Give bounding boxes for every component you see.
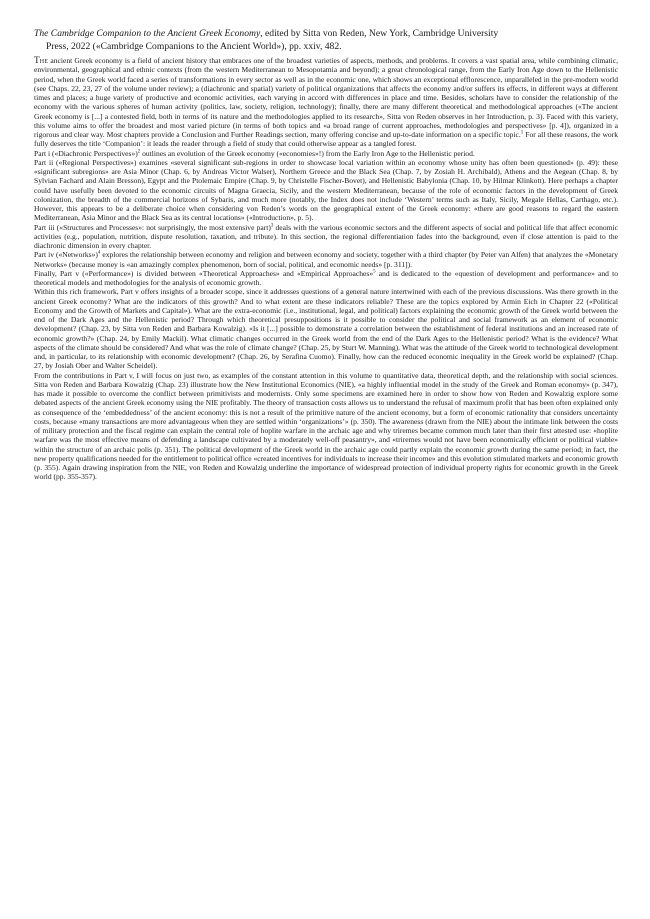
book-title: The Cambridge Companion to the Ancient Greek Economy: [34, 28, 261, 39]
paragraph-text: Part iii («Structures and Processes»: not surprisingly, the most extensive part): [34, 222, 271, 232]
paragraph-part-5-questions: [34, 287, 618, 370]
paragraph-tail: outlines an evolution of the Greek economy («economies»!) from the Early Iron Age to the Hellenistic period.: [140, 148, 475, 158]
paragraph-lead-word: The: [34, 55, 49, 66]
paragraph-introduction: [34, 56, 618, 149]
paragraph-tail: and is dedicated to the «question of development and performance» and to theoretical models and methodologies for the analysis of economic growth.: [34, 268, 618, 288]
paragraph-part-2: [34, 158, 618, 223]
paragraph-text: Part ii («Regional Perspectives») examines «several significant sub-regions in order to showcase local variation within an economy whose unity has often been questioned» (p. 49): these «significant subregions» are Asia Minor (Chap. 6, by Andreas Victor Walser), Northern Greece and the Black Sea (Chap. 7, by Zosiah H. Archibald), Athens and the Aegean (Chap. 8, by Sylvian Fachard and Alain Bresson), Egypt and the Ptolemaic Empire (Chap. 9, by Christelle Fischer-Bovet), and Hellenistic Babylonia (Chap. 10, by Hilmar Klinkott). Here perhaps a chapter could have usefully been devoted to the economic circuits of Magna Graecia, Sicily, and the western Mediterranean, because of the role of economic factors in the development of Greek colonization, the breadth of the commercial horizons of Sybaris, and much more (notably, the Index does not include ‘Western’ terms such as Italy, Sicily, Megale Hellas, Carthago, etc.). However, this appears to be a deliberate choice when considering von Reden’s words on the geographical extent of the Greek economy: «there are good reasons to regard the eastern Mediterranean, Asia Minor and the Black Sea as its central locations» («Introduction», p. 5).: [34, 157, 618, 223]
paragraph-part-1: [34, 149, 618, 158]
paragraph-text: Finally, Part v («Performance») is divided between «Theoretical Approaches» and «Empirical Approaches»: [34, 268, 374, 278]
footnote-marker: 4: [97, 250, 101, 256]
paragraph-text: From the contributions in Part v, I will focus on just two, as examples of the constant attention in this volume to quantitative data, theoretical depth, and the relationship with social sciences. Sitta von Reden and Barbara Kowalzig (Chap. 23) illustrate how the New Institutional Economics (NIE), «a highly influential model in the study of the Greek and Roman economy» (p. 347), has made it possible to overcome the conflict between primitivists and modernists. Only some specimens are examined here in order to show how von Reden and Kowalzig explore some debated aspects of the ancient Greek economy using the NIE profitably. The theory of transaction costs allows us to understand the refusal of maximum profit that has been often explained only as consequence of the ‘embeddedness’ of the ancient economy: this is not a result of the primitive nature of the ancient economy, but a form of economic rationality that considers uncertainty costs, because «many transactions are more advantageous when they are settled within ‘organizations’» (p. 350). The awareness (drawn from the NIE) about the intimate link between the costs of military protection and the fiscal regime can explain the central role of hoplite warfare in the archaic age and why triremes became common much later than their first attested use: «hoplite warfare was the most effective means of defending a landscape cultivated by a moderately well-off peasantry», and «triremes would not have been economically efficient or political viable» within the structure of an archaic polis (p. 351). The political development of the Greek world in the archaic age could partly explain the economic growth during the same period; in fact, the new property qualifications needed for the entitlement to political office «created incentives for individuals to increase their income» and this evolution stimulated markets and economic growth (p. 355). Again drawing inspiration from the NIE, von Reden and Kowalzig underline the importance of widespread protection of individual property rights for economic growth in the Greek world (pp. 355-357).: [34, 370, 618, 482]
paragraph-text: Part i («Diachronic Perspectives»): [34, 148, 138, 158]
footnote-marker: 2: [137, 149, 141, 155]
bibliographic-header: [34, 28, 618, 53]
paragraph-text: Part iv («Networks»): [34, 250, 98, 260]
paragraph-part-4: [34, 250, 618, 269]
paragraph-tail: explores the relationship between economy and religion and between economy and society, together with a third chapter (by Peter van Alfen) that analyzes the «Monetary Networks» (because money is «an amazingly complex phenomenon, born of social, political, and economic needs» [p. 311]).: [34, 250, 618, 269]
paragraph-text: Within this rich framework, Part v offers insights of a broader scope, since it addresses questions of a general nature intertwined with each of the previous discussions. Was there growth in the ancient Greek economy? What are the indicators of this growth? And to what extent are these indicators reliable? These are the topics explored by Armin Eich in Chapter 22 («Political Economy and the Growth of Markets and Capital»). What are the extra-economic (i.e., institutional, legal, and political) factors explaining the economic growth of the Greek world between the end of the Dark Ages and the Hellenistic period? Through which theoretical presuppositions is it possible to consider the political and social framework as an element of economic development? (Chap. 23, by Sitta von Reden and Barbara Kowalzig). «Is it [...] possible to demonstrate a correlation between the establishment of federal institutions and an increased rate of economic growth?» (Chap. 24, by Emily Mackil). What climatic changes occurred in the Greek world from the end of the Dark Ages to the Hellenistic period? What is the evidence? What aspects of the climate should be considered? And what was the role of climate change? (Chap. 25, by Sturt W. Manning). What was the attitude of the Greek world to technological development and, in particular, to its relationship with economic development? (Chap. 26, by Serafina Cuomo). Finally, how can the reduced economic inequality in the Greek world be explained? (Chap. 27, by Josiah Ober and Walter Scheidel).: [34, 287, 618, 371]
paragraph-text: ancient Greek economy is a field of ancient history that embraces one of the broadest varieties of aspects, methods, and problems. It covers a vast spatial area, while combining climatic, environmental, geographical and ethnic contexts (from the western Mediterranean to Mesopotamia and beyond); a great chronological range, from the Early Iron Age down to the Hellenistic period, when the Greek world faced a series of transformations in every sector as well as in the economic one, which shows an exceptional efflorescence, unparalleled in the pre-modern world (see Chaps. 22, 23, 27 of the volume under review); a (diachronic and spatial) variety of political organizations that affects the economy and/or suffers its effects, in different ways at different times and places; a huge variety of productive and economic activities, each varying in accord with differences in place and time. Besides, scholars have to consider the relationship of the economy with the various spheres of human activity (politics, law, society, religion, technology); finally, there are many different theoretical and methodological approaches («The ancient Greek economy is [...] a contested field, both in terms of its nature and the methodologies applied to its research», Sitta von Reden observes in her Introduction, p. 3). Faced with this variety, this volume aims to offer the broadest and most varied picture (in terms of both topics and «a broad range of current approaches, methodologies and perspectives» [p. 4]), organized in a rigorous and clear way. Most chapters provide a Conclusion and Further Readings section, many offering concise and up-to-date information on a specific topic.: [34, 56, 618, 140]
footnote-marker: 5: [373, 269, 376, 275]
paragraph-tail: deals with the various economic sectors and the different aspects of social and political life that affect economic activities (e.g., population, nutrition, dispute resolution, taxation, and tribute). In this section, the regional differentiation fades into the background, even if close attention is paid to the diachronic dimension in every chapter.: [34, 222, 618, 251]
book-publication-series: Press, 2022 («Cambridge Companions to the Ancient World»), pp. xxiv, 482.: [46, 40, 342, 52]
footnote-marker: 1: [520, 130, 524, 136]
paragraph-part-5: [34, 269, 618, 288]
paragraph-nie-discussion: [34, 371, 618, 482]
book-publication-details: , edited by Sitta von Reden, New York, Cambridge University: [260, 28, 499, 39]
footnote-marker: 3: [270, 223, 274, 229]
paragraph-tail: For all these reasons, the work fully deserves the title ‘Companion’: it leads the reader through a field of study that could otherwise appear as a tangled forest.: [34, 130, 618, 149]
paragraph-part-3: [34, 223, 618, 251]
review-page: [34, 28, 618, 482]
